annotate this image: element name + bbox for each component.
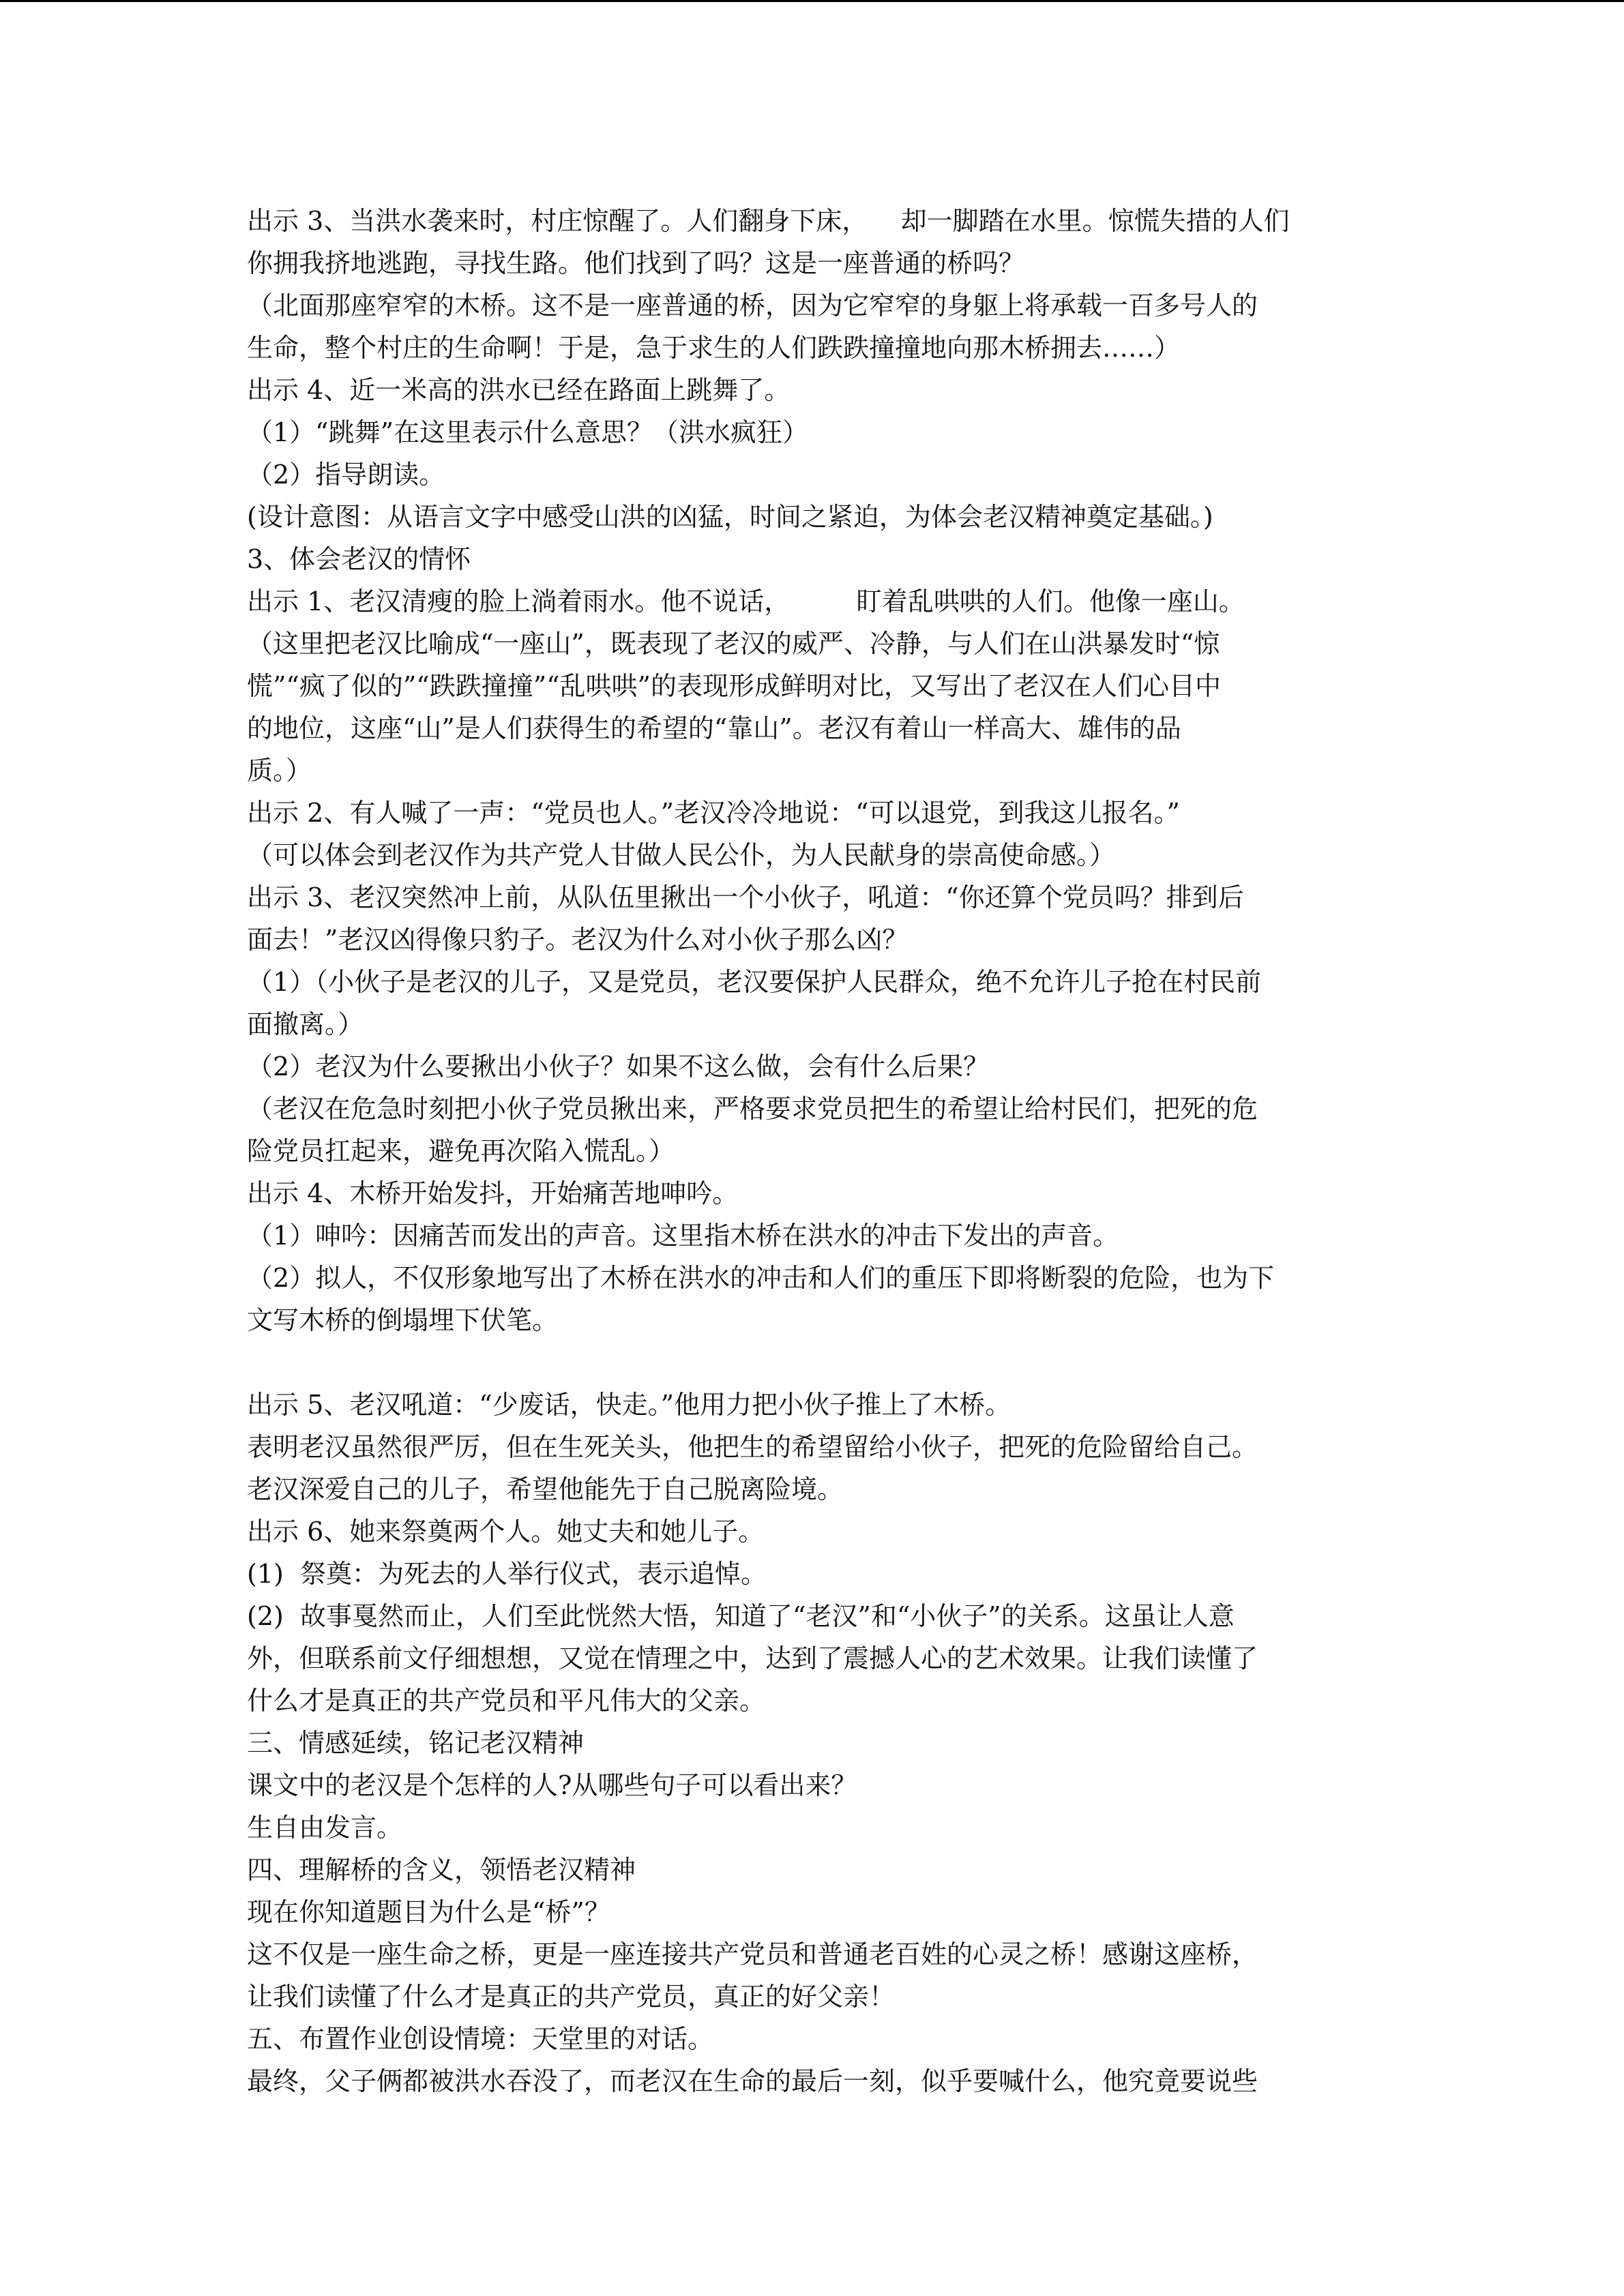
- text-line: 文写木桥的倒塌埋下伏笔。: [247, 1305, 559, 1335]
- text-line: 出示 4、近一米高的洪水已经在路面上跳舞了。: [247, 375, 791, 405]
- text-line: 老汉深爱自己的儿子，希望他能先于自己脱离险境。: [247, 1474, 844, 1504]
- text-line: (设计意图：从语言文字中感受山洪的凶猛，时间之紧迫，为体会老汉精神奠定基础。): [247, 502, 1213, 532]
- text-line: 出示 2、有人喊了一声：“党员也人。”老汉冷冷地说：“可以退党，到我这儿报名。”: [247, 798, 1180, 828]
- text-line: 什么才是真正的共产党员和平凡伟大的父亲。: [247, 1686, 766, 1716]
- text-line: 课文中的老汉是个怎样的人?从哪些句子可以看出来？: [247, 1770, 857, 1800]
- text-line: （1）“跳舞”在这里表示什么意思？（洪水疯狂）: [247, 417, 809, 447]
- text-line: 险党员扛起来，避免再次陷入慌乱。）: [247, 1136, 675, 1166]
- text-line: （老汉在危急时刻把小伙子党员揪出来，严格要求党员把生的希望让给村民们，把死的危: [247, 1094, 1258, 1124]
- blank-line: [247, 1341, 1393, 1384]
- text-line: （1）（小伙子是老汉的儿子，又是党员，老汉要保护人民群众，绝不允许儿子抢在村民前: [247, 967, 1262, 997]
- text-line: (2) 故事戛然而止，人们至此恍然大悟，知道了“老汉”和“小伙子”的关系。这虽让人意: [247, 1601, 1235, 1631]
- text-line: 生命，整个村庄的生命啊！于是，急于求生的人们跌跌撞撞地向那木桥拥去……）: [247, 333, 1181, 363]
- text-line: 出示 1、老汉清瘦的脸上淌着雨水。他不说话， 盯着乱哄哄的人们。他像一座山。: [247, 586, 1245, 616]
- text-line: 出示 5、老汉吼道：“少废话，快走。”他用力把小伙子推上了木桥。: [247, 1390, 1012, 1420]
- text-line: （2）拟人，不仅形象地写出了木桥在洪水的冲击和人们的重压下即将断裂的危险，也为下: [247, 1263, 1275, 1293]
- text-line: 现在你知道题目为什么是“桥”？: [247, 1897, 610, 1927]
- text-line: 让我们读懂了什么才是真正的共产党员，真正的好父亲！: [247, 1982, 896, 2012]
- text-line: 表明老汉虽然很严厉，但在生死关头，他把生的希望留给小伙子，把死的危险留给自己。: [247, 1432, 1258, 1462]
- text-line: 出示 6、她来祭奠两个人。她丈夫和她儿子。: [247, 1517, 765, 1547]
- text-line: 的地位，这座“山”是人们获得生的希望的“靠山”。老汉有着山一样高大、雄伟的品: [247, 713, 1181, 743]
- document-body: [247, 200, 1393, 2102]
- text-line: 质。）: [247, 756, 312, 786]
- section-heading: 四、理解桥的含义，领悟老汉精神: [247, 1855, 636, 1885]
- section-heading: 三、情感延续，铭记老汉精神: [247, 1728, 585, 1758]
- text-line: 生自由发言。: [247, 1813, 403, 1843]
- text-line: 出示 3、当洪水袭来时，村庄惊醒了。人们翻身下床， 却一脚踏在水里。惊慌失措的人们: [247, 206, 1290, 236]
- text-line: 这不仅是一座生命之桥，更是一座连接共产党员和普通老百姓的心灵之桥！感谢这座桥，: [247, 1939, 1258, 1969]
- text-line: 面去！”老汉凶得像只豹子。老汉为什么对小伙子那么凶？: [247, 925, 909, 955]
- text-line: (1) 祭奠：为死去的人举行仪式，表示追悼。: [247, 1559, 767, 1589]
- text-line: （这里把老汉比喻成“一座山”，既表现了老汉的威严、冷静，与人们在山洪暴发时“惊: [247, 629, 1220, 659]
- section-heading: 3、体会老汉的情怀: [247, 544, 471, 574]
- text-line: 外，但联系前文仔细想想，又觉在情理之中，达到了震撼人心的艺术效果。让我们读懂了: [247, 1643, 1258, 1673]
- text-line: 面撤离。）: [247, 1009, 364, 1039]
- text-line: （1）呻吟：因痛苦而发出的声音。这里指木桥在洪水的冲击下发出的声音。: [247, 1221, 1119, 1251]
- text-line: （北面那座窄窄的木桥。这不是一座普通的桥，因为它窄窄的身躯上将承载一百多号人的: [247, 290, 1258, 320]
- text-line: 最终，父子俩都被洪水吞没了，而老汉在生命的最后一刻，似乎要喊什么，他究竟要说些: [247, 2066, 1258, 2096]
- text-line: （可以体会到老汉作为共产党人甘做人民公仆，为人民献身的崇高使命感。）: [247, 840, 1116, 870]
- text-line: （2）指导朗读。: [247, 460, 445, 490]
- section-heading: 五、布置作业创设情境：天堂里的对话。: [247, 2024, 714, 2054]
- text-line: （2）老汉为什么要揪出小伙子？如果不这么做，会有什么后果？: [247, 1052, 990, 1082]
- text-line: 出示 3、老汉突然冲上前，从队伍里揪出一个小伙子，吼道：“你还算个党员吗？排到后: [247, 882, 1244, 912]
- text-line: 慌”“疯了似的”“跌跌撞撞”“乱哄哄”的表现形成鲜明对比，又写出了老汉在人们心目中: [247, 671, 1221, 701]
- text-line: 出示 4、木桥开始发抖，开始痛苦地呻吟。: [247, 1178, 739, 1208]
- text-line: 你拥我挤地逃跑，寻找生路。他们找到了吗？这是一座普通的桥吗？: [247, 248, 1025, 278]
